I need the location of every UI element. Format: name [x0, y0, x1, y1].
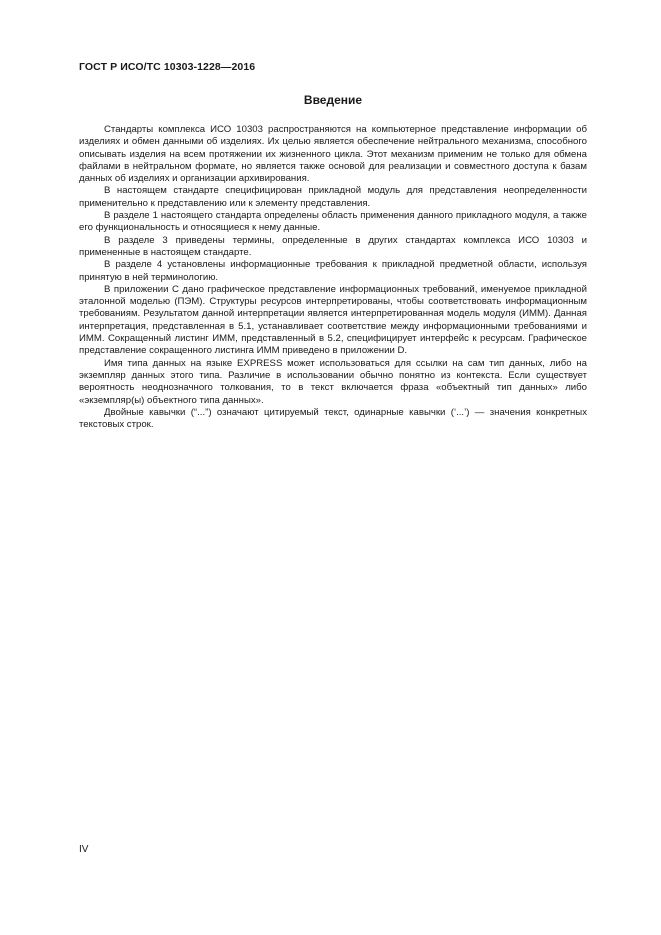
paragraph: В разделе 3 приведены термины, определенные в других стандартах комплекса ИСО 10303 и примененные в настоящем стандарте. — [79, 234, 587, 258]
document-header: ГОСТ Р ИСО/ТС 10303-1228—2016 — [79, 61, 256, 73]
paragraph: В разделе 4 установлены информационные требования к прикладной предметной области, используя принятую в ней терминологию. — [79, 259, 587, 283]
page-number: IV — [79, 844, 89, 855]
paragraph: В настоящем стандарте специфицирован прикладной модуль для представления неопределенности применительно к представлению или к элементу представления. — [79, 185, 587, 209]
paragraph: Стандарты комплекса ИСО 10303 распространяются на компьютерное представление информации об изделиях и обмен данными об изделиях. Их целью является обеспечение нейтрального механизма, способного описывать изделия на всем протяжении их жизненного цикла. Этот механизм применим не только для обмена файлами в нейтральном формате, но является также основой для реализации и совместного доступа к базам данных об изделиях и организации архивирования. — [79, 124, 587, 185]
paragraph: В приложении С дано графическое представление информационных требований, именуемое прикладной эталонной моделью (ПЭМ). Структуры ресурсов интерпретированы, чтобы соответствовать информационным требованиям. Результатом данной интерпретации является интерпретированная модель модуля (ИММ). Данная интерпретация, представленная в 5.1, устанавливает соответствие между информационными требованиями и ИММ. Сокращенный листинг ИММ, представленный в 5.2, специфицирует интерфейс к ресурсам. Графическое представление сокращенного листинга ИММ приведено в приложении D. — [79, 283, 587, 357]
paragraph: В разделе 1 настоящего стандарта определены область применения данного прикладного модуля, а также его функциональность и относящиеся к нему данные. — [79, 210, 587, 234]
section-title: Введение — [303, 93, 363, 107]
paragraph: Двойные кавычки (“...”) означают цитируемый текст, одинарные кавычки (‘...’) — значения конкретных текстовых строк. — [79, 406, 587, 431]
paragraph: Имя типа данных на языке EXPRESS может использоваться для ссылки на сам тип данных, либо на экземпляр данных этого типа. Различие в использовании обычно понятно из контекста. Если существует вероятность неоднозначного толкования, то в текст включается фраза «объектный тип данных» либо «экземпляр(ы) объектного типа данных». — [79, 357, 587, 406]
body-text — [79, 124, 587, 431]
